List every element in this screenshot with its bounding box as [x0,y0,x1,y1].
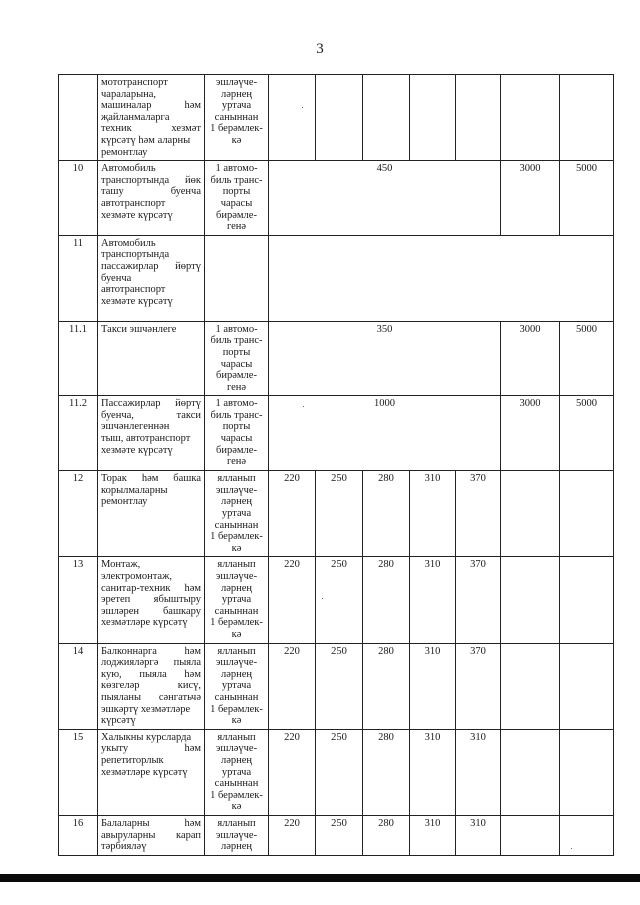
unit-cell: ялланып эшләүче- ләрнең уртача саныннан 1 берәмлек- кә [205,643,269,729]
service-name-word: һәм [141,473,159,485]
service-name-word: Балаларны [101,817,150,829]
service-name-line [101,732,201,744]
service-name-word: Халыкны курсларда [101,731,192,743]
service-name-cell [98,161,205,236]
service-name-word: сәнгатьчә [158,691,201,703]
service-name-word: машиналар [101,100,152,112]
service-name-line [101,692,201,704]
service-name-line [101,473,201,485]
service-name-word: чараларына, [101,88,157,100]
scan-speck [571,848,572,849]
service-name-word: тыш, автотранспорт [101,433,191,445]
value-cell [501,557,560,643]
value-cell: 5000 [560,161,614,236]
service-name-word: такси [176,409,201,421]
service-name-line [101,135,201,147]
service-name-word: хезмәте күрсәтү [101,209,173,221]
row-number-cell: 16 [59,815,98,855]
value-cell: 5000 [560,396,614,471]
unit-cell: ялланып эшләүче- ләрнең [205,815,269,855]
scan-bottom-edge [0,874,640,882]
service-name-cell [98,235,205,321]
merged-value-cell: 350 [269,321,501,396]
service-name-word: электромонтаж, [101,571,172,583]
value-cell [560,557,614,643]
value-cell: 3000 [501,161,560,236]
service-name-word: ремонтлау [101,496,148,508]
service-name-line [101,123,201,135]
service-name-line [101,715,201,727]
service-name-word: һәм [184,668,201,680]
service-name-word: Автомобиль [101,163,156,175]
service-name-cell [98,557,205,643]
table-row [59,161,614,236]
service-name-line [101,77,201,89]
service-name-word: техник [101,123,132,135]
row-number-cell: 10 [59,161,98,236]
service-name-line [101,830,201,842]
row-number-cell: 12 [59,471,98,557]
service-name-line [101,175,201,187]
value-cell: 5000 [560,321,614,396]
service-name-word: эретеп [101,594,131,606]
service-name-line [101,680,201,692]
service-name-cell [98,471,205,557]
service-name-line [101,186,201,198]
value-cell: 310 [410,557,456,643]
service-name-word: ташу [101,186,124,198]
service-name-line [101,421,201,433]
row-number-cell: 15 [59,729,98,815]
rates-table [58,74,614,856]
service-name-line [101,594,201,606]
service-name-word: ремонтлау [101,146,148,158]
service-name-line [101,147,201,159]
service-name-word: буенча [101,272,132,284]
service-name-word: ябыштыру [153,594,201,606]
service-name-cell [98,815,205,855]
service-name-word: хезмәте күрсәтү [101,295,173,307]
service-name-word: кисү, [177,680,201,692]
service-name-word: эшкәртү хезмәтләре [101,703,191,715]
value-cell [410,75,456,161]
service-name-line [101,273,201,285]
service-name-line [101,818,201,830]
value-cell: 310 [410,471,456,557]
service-name-cell [98,75,205,161]
service-name-line [101,89,201,101]
service-name-line [101,571,201,583]
unit-cell [205,235,269,321]
service-name-line [101,112,201,124]
service-name-word: һәм [184,582,201,594]
service-name-line [101,755,201,767]
service-name-line [101,324,201,336]
value-cell: 280 [363,471,410,557]
service-name-word: күрсәтү [101,715,136,727]
value-cell: 220 [269,643,316,729]
service-name-word: автотранспорт [101,197,166,209]
scan-speck [302,107,303,108]
value-cell [560,643,614,729]
service-name-word: һәм [184,817,201,829]
service-name-word: Балконнарга [101,645,157,657]
value-cell: 310 [410,815,456,855]
service-name-line [101,767,201,779]
value-cell [269,75,316,161]
row-number-cell: 11.2 [59,396,98,471]
service-name-line [101,100,201,112]
value-cell: 370 [456,557,501,643]
value-cell: 310 [410,643,456,729]
value-cell [501,643,560,729]
service-name-line [101,841,201,853]
value-cell: 370 [456,471,501,557]
service-name-line [101,410,201,422]
service-name-cell [98,643,205,729]
table-row [59,321,614,396]
value-cell: 250 [316,557,363,643]
service-name-line [101,704,201,716]
service-name-word: һәм [184,743,201,755]
service-name-word: буенча [170,186,201,198]
unit-cell: ялланып эшләүче- ләрнең уртача саныннан 1 берәмлек- кә [205,729,269,815]
value-cell [501,815,560,855]
value-cell: 250 [316,729,363,815]
service-name-line [101,198,201,210]
table-row [59,729,614,815]
row-number-cell: 11 [59,235,98,321]
value-cell: 220 [269,557,316,643]
value-cell: 310 [456,729,501,815]
service-name-word: хезмәте күрсәтү [101,444,173,456]
value-cell: 370 [456,643,501,729]
service-name-word: Торак [101,473,127,485]
service-name-line [101,445,201,457]
row-number-cell: 11.1 [59,321,98,396]
service-name-word: күрсәтү һәм аларны [101,134,191,146]
table-row [59,75,614,161]
service-name-line [101,496,201,508]
service-name-line [101,433,201,445]
service-name-word: йөртү [175,398,201,410]
value-cell: 250 [316,815,363,855]
service-name-cell [98,729,205,815]
value-cell [501,75,560,161]
row-number-cell: 13 [59,557,98,643]
scan-speck [322,598,323,599]
table-row [59,396,614,471]
service-name-word: санитар-техник [101,582,171,594]
value-cell: 310 [410,729,456,815]
service-name-word: көзгеләр [101,680,140,692]
unit-cell: ялланып эшләүче- ләрнең уртача саныннан 1 берәмлек- кә [205,471,269,557]
service-name-word: мототранспорт [101,77,168,88]
service-name-line [101,261,201,273]
service-name-word: башкару [162,605,201,617]
service-name-word: пыяла [173,657,201,669]
service-name-word: репетиторлык [101,754,164,766]
service-name-line [101,210,201,222]
row-number-cell: 14 [59,643,98,729]
page-number: 3 [316,41,324,57]
value-cell: 220 [269,815,316,855]
value-cell: 280 [363,729,410,815]
service-name-line [101,743,201,755]
service-name-word: йөк [185,174,201,186]
service-name-word: хезмәтләре күрсәтү [101,766,188,778]
service-name-word: лоджияләргә [101,657,159,669]
service-name-line [101,249,201,261]
service-name-word: һәм [184,645,201,657]
unit-cell: эшләүче- ләрнең уртача саныннан 1 берәмлек- кә [205,75,269,161]
value-cell: 280 [363,815,410,855]
merged-empty-cell [269,235,614,321]
service-name-cell [98,321,205,396]
service-name-word: пыяланы [101,691,142,703]
scan-speck [303,406,304,407]
unit-cell: 1 автомо- биль транс- порты чарасы бирәмле- генә [205,396,269,471]
service-name-line [101,617,201,629]
service-name-line [101,669,201,681]
unit-cell: 1 автомо- биль транс- порты чарасы бирәмле- генә [205,161,269,236]
service-name-word: укыту [101,743,129,755]
service-name-word: корылмаларны [101,484,168,496]
value-cell [501,729,560,815]
service-name-word: буенча, [101,409,134,421]
service-name-line [101,238,201,250]
service-name-word: Пассажирлар [101,398,161,410]
service-name-word: җайланмаларга [101,111,170,123]
table-row [59,557,614,643]
service-name-line [101,583,201,595]
value-cell [456,75,501,161]
service-name-word: хезмәт [171,123,201,135]
service-name-line [101,485,201,497]
service-name-line [101,296,201,308]
service-name-word: Автомобиль [101,237,156,249]
table-row [59,815,614,855]
table-row [59,643,614,729]
service-name-word: пассажирлар [101,260,159,272]
service-name-word: тәрбияләү [101,841,147,853]
service-name-line [101,398,201,410]
service-name-word: карап [176,829,201,841]
value-cell [316,75,363,161]
service-name-cell [98,396,205,471]
service-name-word: автотранспорт [101,284,166,296]
service-name-line [101,163,201,175]
service-name-word: эшчәнлегеннән [101,421,170,433]
table-row [59,471,614,557]
service-name-word: башка [173,473,201,485]
row-number-cell [59,75,98,161]
table-row [59,235,614,321]
value-cell [560,75,614,161]
merged-value-cell: 450 [269,161,501,236]
service-name-word: Такси эшчәнлеге [101,323,177,335]
service-name-word: эшләрен [101,605,140,617]
service-name-word: авыруларны [101,829,156,841]
value-cell: 280 [363,557,410,643]
value-cell: 220 [269,471,316,557]
value-cell: 220 [269,729,316,815]
value-cell: 3000 [501,396,560,471]
service-name-line [101,657,201,669]
value-cell [560,471,614,557]
value-cell: 250 [316,643,363,729]
value-cell: 310 [456,815,501,855]
merged-value-cell: 1000 [269,396,501,471]
unit-cell: 1 автомо- биль транс- порты чарасы бирәмле- генә [205,321,269,396]
service-name-word: Монтаж, [101,559,141,571]
value-cell: 250 [316,471,363,557]
value-cell [363,75,410,161]
service-name-word: кую, [101,668,122,680]
value-cell [501,471,560,557]
service-name-word: һәм [184,100,201,112]
value-cell: 3000 [501,321,560,396]
unit-cell: ялланып эшләүче- ләрнең уртача саныннан 1 берәмлек- кә [205,557,269,643]
value-cell [560,729,614,815]
service-name-word: йөртү [175,260,201,272]
value-cell: 280 [363,643,410,729]
service-name-word: хезмәтләре күрсәтү [101,617,188,629]
service-name-line [101,646,201,658]
value-cell [560,815,614,855]
service-name-word: транспортында [101,249,170,261]
service-name-line [101,559,201,571]
service-name-line [101,606,201,618]
service-name-word: пыяла [139,668,167,680]
service-name-word: транспортында [101,174,170,186]
service-name-line [101,284,201,296]
